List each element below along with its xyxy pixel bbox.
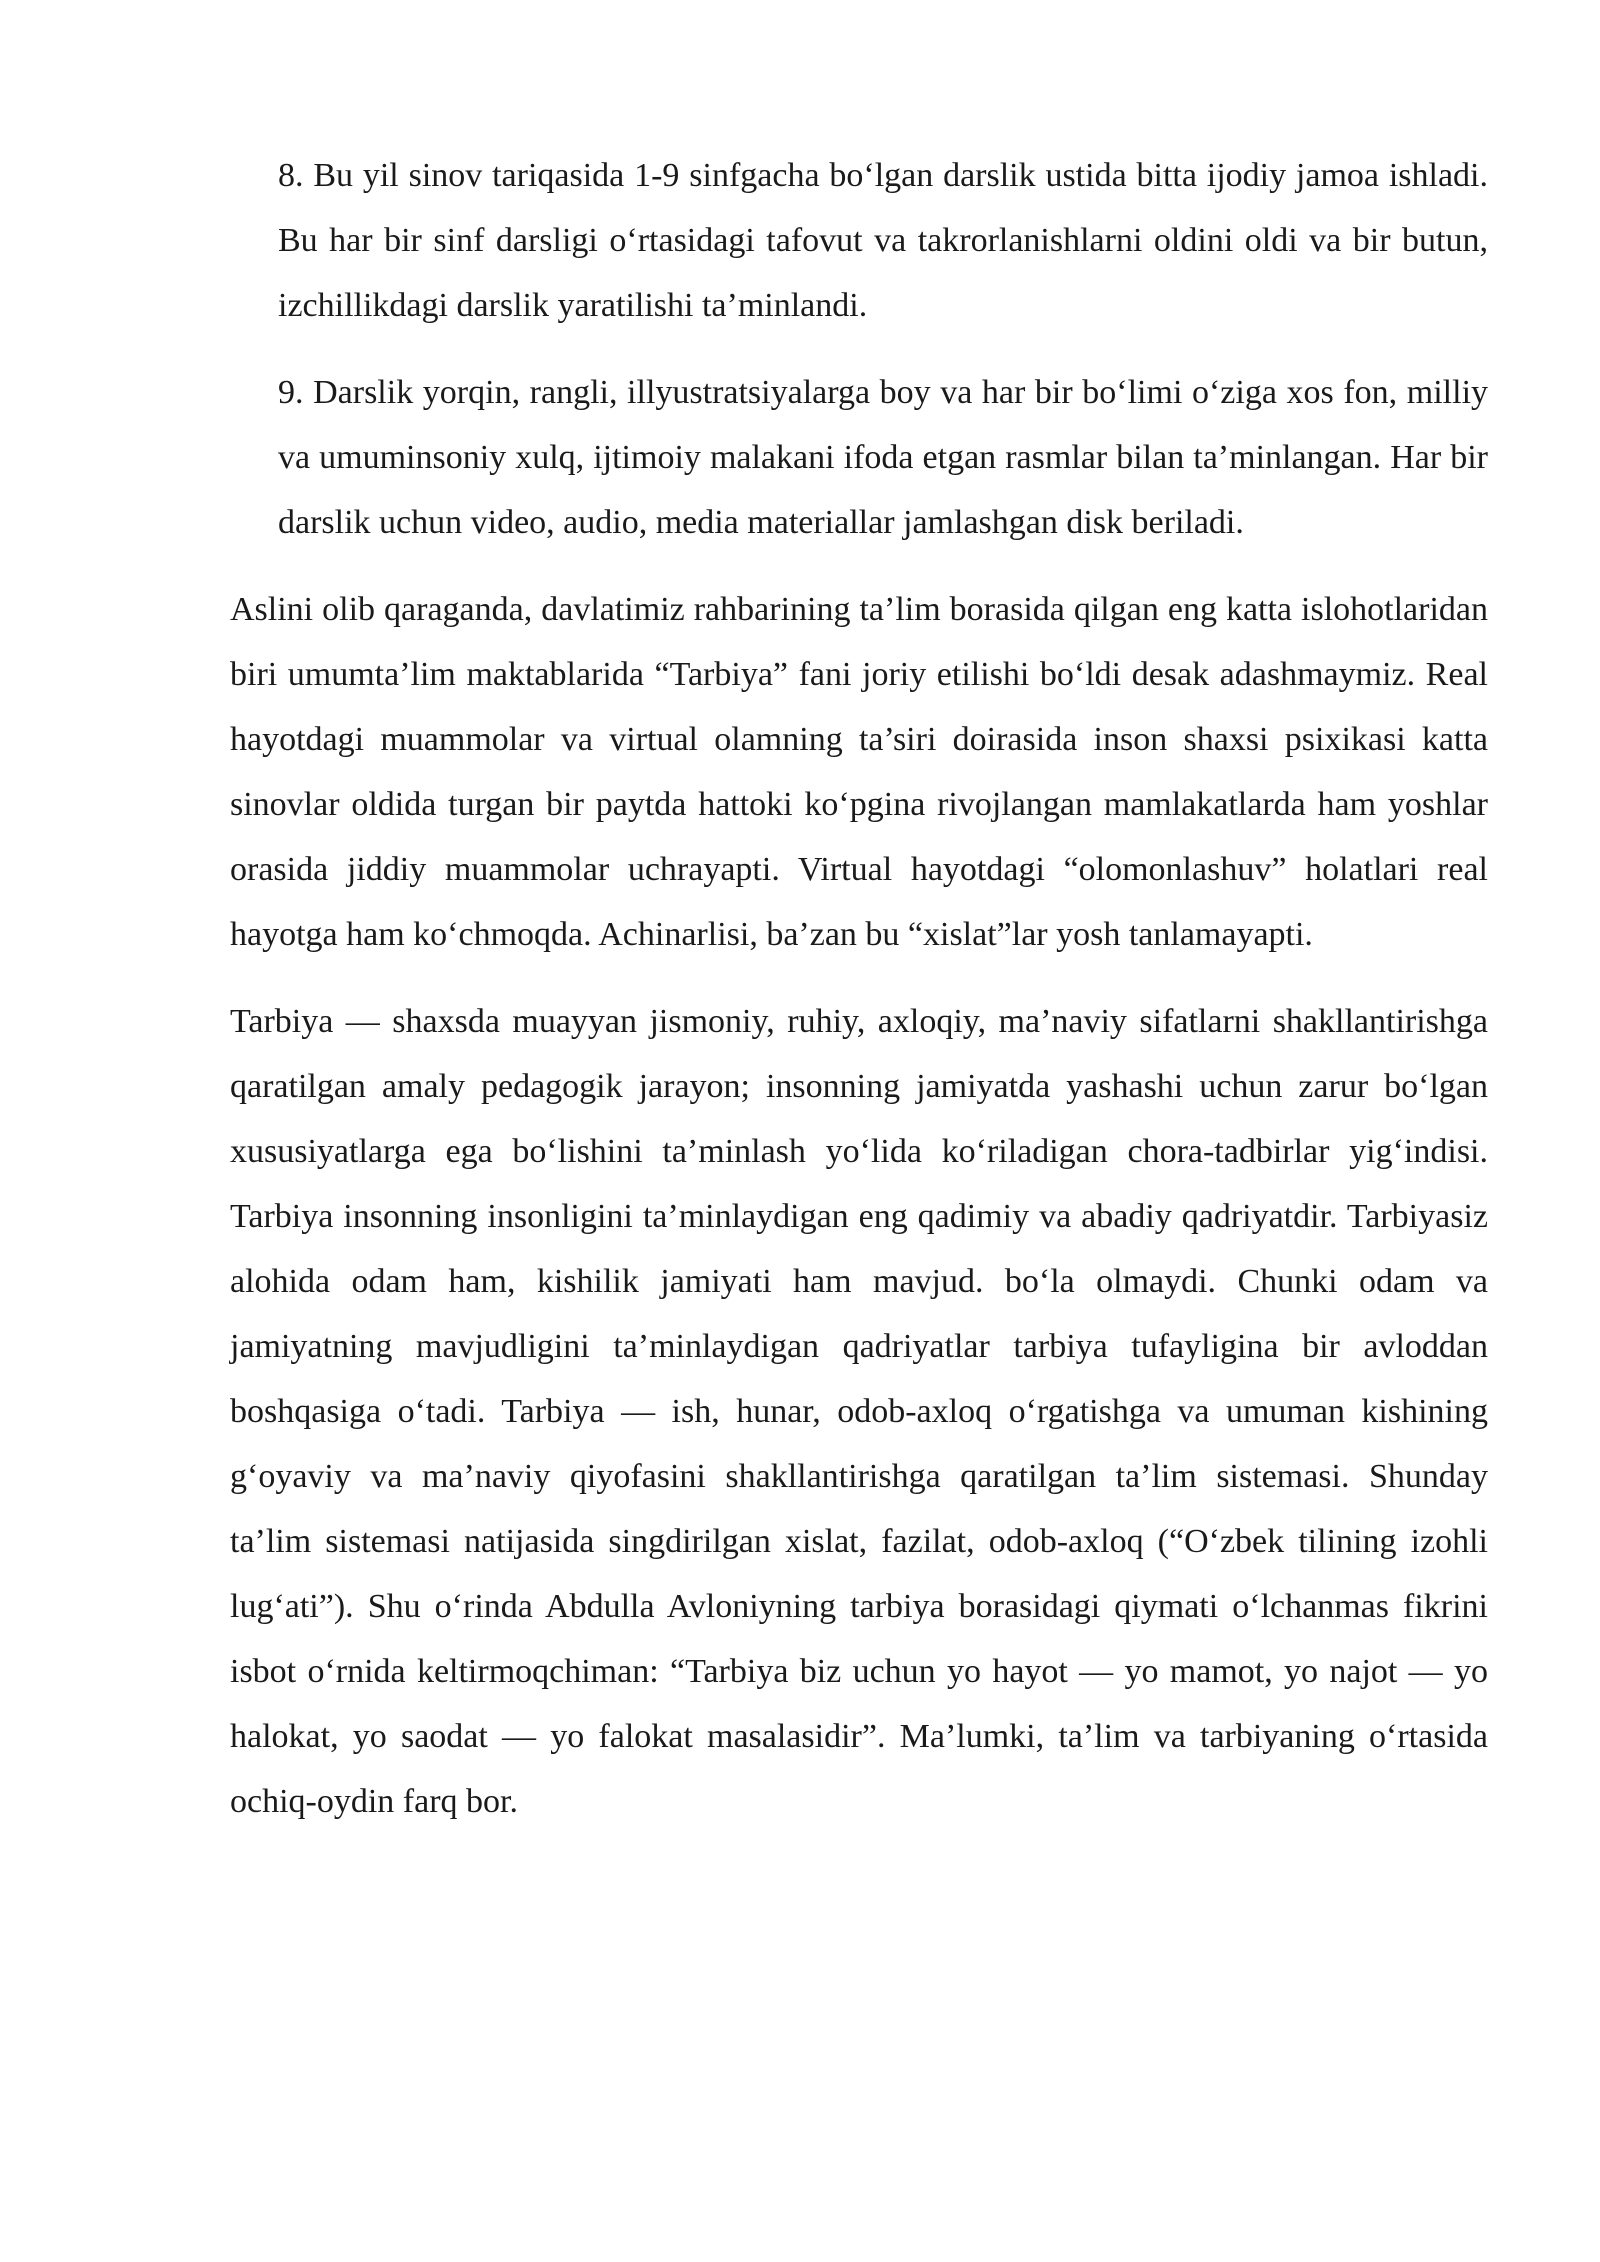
paragraph-tarbiya-fani: Aslini olib qaraganda, davlatimiz rahbarining ta’lim borasida qilgan eng katta islohotlaridan biri umumta’lim maktablarida “Tarbiya” fani joriy etilishi bo‘ldi desak adashmaymiz. Real hayotdagi muammolar va virtual olamning ta’siri doirasida inson shaxsi psixikasi katta sinovlar oldida turgan bir paytda hattoki ko‘pgina rivojlangan mamlakatlarda ham yoshlar orasida jiddiy muammolar uchrayapti. Virtual hayotdagi “olomonlashuv” holatlari real hayotga ham ko‘chmoqda. Achinarlisi, ba’zan bu “xislat”lar yosh tanlamayapti.	[230, 591, 1488, 953]
paragraph-tarbiya-definition: Tarbiya — shaxsda muayyan jismoniy, ruhiy, axloqiy, ma’naviy sifatlarni shakllantirishga qaratilgan amaly pedagogik jarayon; insonning jamiyatda yashashi uchun zarur bo‘lgan xususiyatlarga ega bo‘lishini ta’minlash yo‘lida ko‘riladigan chora-tadbirlar yig‘indisi. Tarbiya insonning insonligini ta’minlaydigan eng qadimiy va abadiy qadriyatdir. Tarbiyasiz alohida odam ham, kishilik jamiyati ham mavjud. bo‘la olmaydi. Chunki odam va jamiyatning mavjudligini ta’minlaydigan qadriyatlar tarbiya tufayligina bir avloddan boshqasiga o‘tadi. Tarbiya — ish, hunar, odob-axloq o‘rgatishga va umuman kishining g‘oyaviy va ma’naviy qiyofasini shakllantirishga qaratilgan ta’lim sistemasi. Shunday ta’lim sistemasi natijasida singdirilgan xislat, fazilat, odob-axloq (“O‘zbek tilining izohli lug‘ati”). Shu o‘rinda Abdulla Avloniyning tarbiya borasidagi qiymati o‘lchanmas fikrini isbot o‘rnida keltirmoqchiman: “Tarbiya biz uchun yo hayot — yo mamot, yo najot — yo halokat, yo saodat — yo falokat masalasidir”. Ma’lumki, ta’lim va tarbiyaning o‘rtasida ochiq-oydin farq bor.	[230, 1003, 1488, 1820]
list-number: 8.	[278, 157, 304, 194]
list-number: 9.	[278, 374, 304, 411]
list-item-8	[278, 143, 1488, 338]
document-body	[230, 143, 1488, 1856]
list-item-text: Darslik yorqin, rangli, illyustratsiyalarga boy va har bir bo‘limi o‘ziga xos fon, milliy va umuminsoniy xulq, ijtimoiy malakani ifoda etgan rasmlar bilan ta’minlangan. Har bir darslik uchun video, audio, media materiallar jamlashgan disk beriladi.	[278, 374, 1489, 541]
list-item-text: Bu yil sinov tariqasida 1-9 sinfgacha bo‘lgan darslik ustida bitta ijodiy jamoa ishladi. Bu har bir sinf darsligi o‘rtasidagi tafovut va takrorlanishlarni oldini oldi va bir butun, izchillikdagi darslik yaratilishi ta’minlandi.	[278, 157, 1489, 324]
list-item-9	[278, 360, 1488, 555]
